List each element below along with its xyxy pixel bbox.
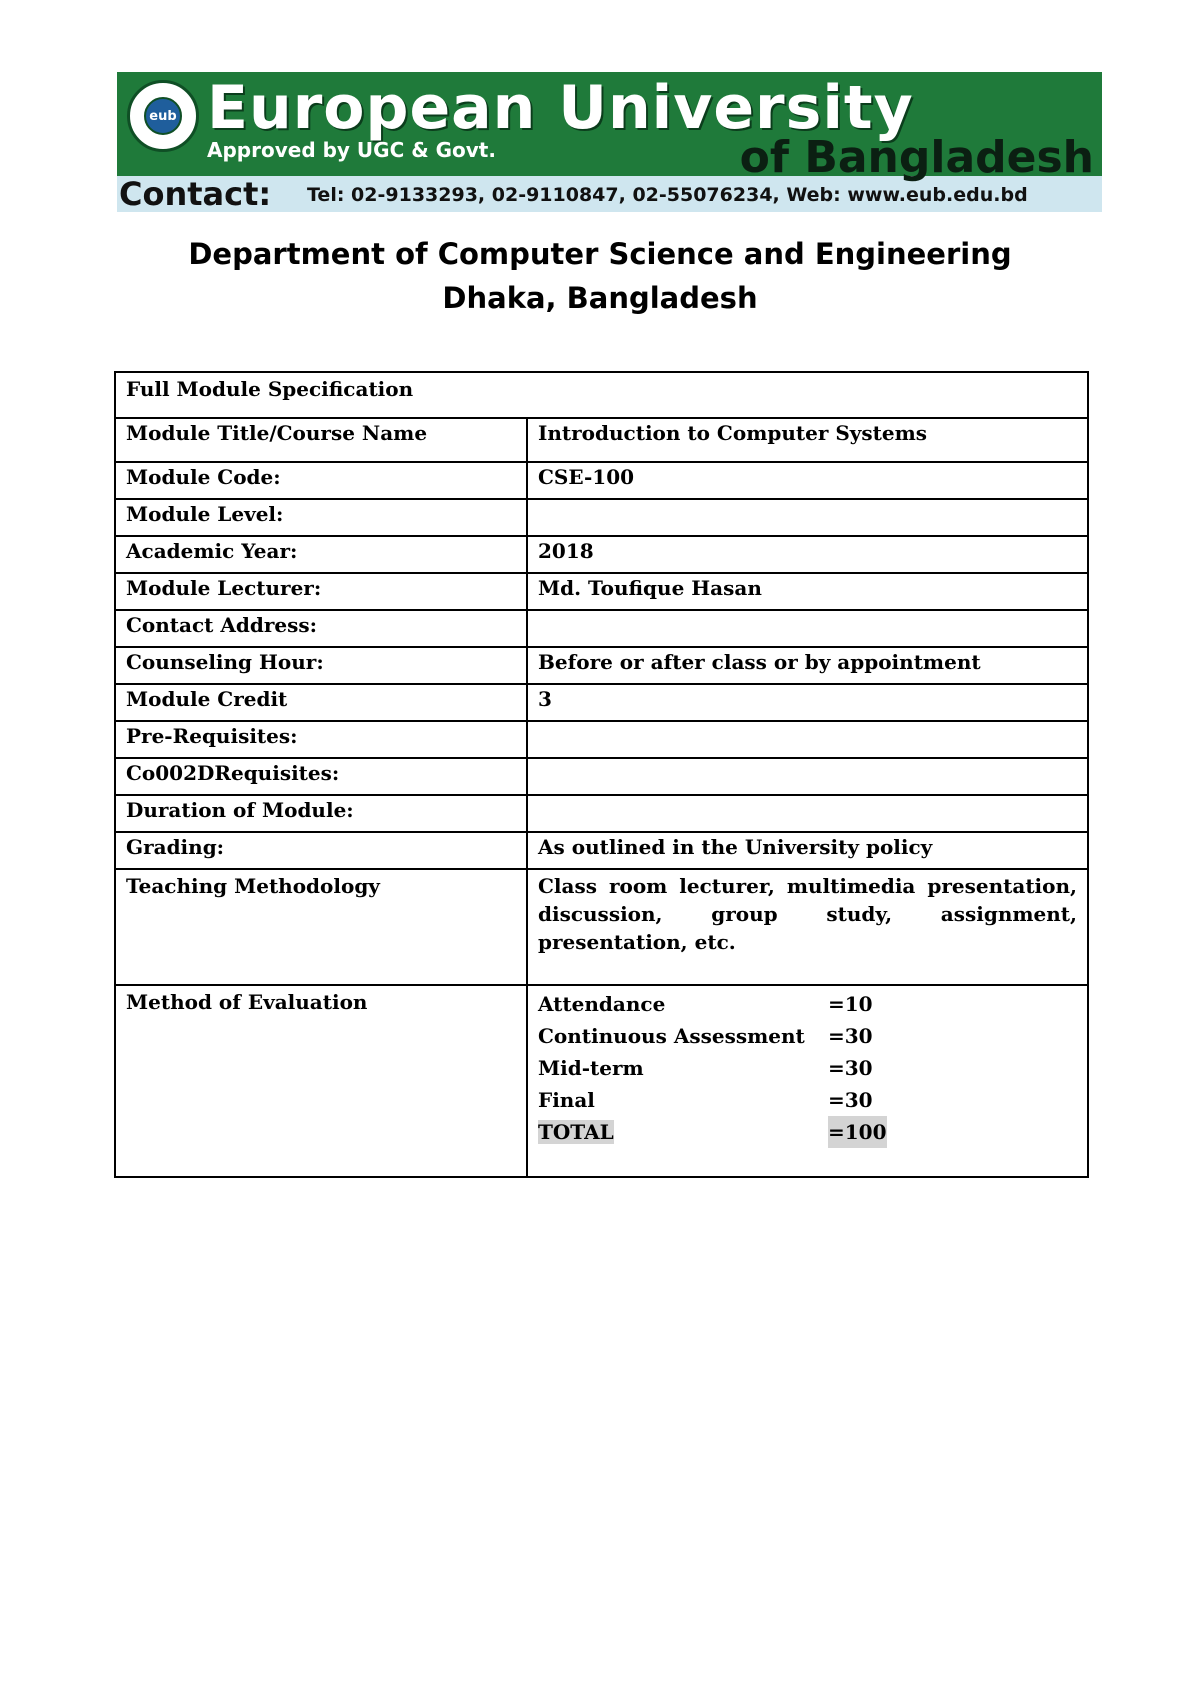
evaluation-item	[538, 1052, 1077, 1084]
table-row	[115, 758, 1088, 795]
row-label: Counseling Hour:	[115, 647, 527, 684]
table-row	[115, 684, 1088, 721]
approval-text: Approved by UGC & Govt.	[207, 138, 496, 162]
evaluation-total-name-cell	[538, 1116, 828, 1148]
evaluation-item	[538, 1020, 1077, 1052]
row-value	[527, 499, 1088, 536]
evaluation-item-value: =30	[828, 1056, 873, 1080]
row-label: Pre-Requisites:	[115, 721, 527, 758]
row-label: Duration of Module:	[115, 795, 527, 832]
contact-info: Tel: 02-9133293, 02-9110847, 02-55076234, Web: www.eub.edu.bd	[307, 184, 1028, 206]
row-value: CSE-100	[527, 462, 1088, 499]
row-value: Md. Toufique Hasan	[527, 573, 1088, 610]
evaluation-item	[538, 1084, 1077, 1116]
row-value	[527, 610, 1088, 647]
table-row	[115, 610, 1088, 647]
evaluation-total-name: TOTAL	[538, 1120, 614, 1144]
row-value: Introduction to Computer Systems	[527, 418, 1088, 462]
row-label: Module Credit	[115, 684, 527, 721]
row-label: Module Level:	[115, 499, 527, 536]
table-row	[115, 462, 1088, 499]
row-value: Before or after class or by appointment	[527, 647, 1088, 684]
evaluation-total-value: =100	[828, 1116, 887, 1148]
evaluation-item-value: =30	[828, 1088, 873, 1112]
location-heading: Dhaka, Bangladesh	[442, 281, 758, 315]
table-row	[115, 499, 1088, 536]
module-spec-table	[114, 371, 1089, 1178]
row-label: Academic Year:	[115, 536, 527, 573]
evaluation-item-name: Attendance	[538, 992, 666, 1016]
row-value	[527, 869, 1088, 985]
row-label: Co002DRequisites:	[115, 758, 527, 795]
table-row	[115, 832, 1088, 869]
evaluation-item-name: Continuous Assessment	[538, 1024, 805, 1048]
row-value	[527, 758, 1088, 795]
evaluation-item-name: Mid-term	[538, 1056, 644, 1080]
table-row	[115, 869, 1088, 985]
evaluation-row	[115, 985, 1088, 1177]
row-label: Teaching Methodology	[115, 869, 527, 985]
table-row	[115, 573, 1088, 610]
university-banner	[117, 72, 1102, 212]
table-row	[115, 647, 1088, 684]
row-value: As outlined in the University policy	[527, 832, 1088, 869]
teaching-methodology-text: Class room lecturer, multimedia presentation, discussion, group study, assignment, presentation, etc.	[538, 874, 1077, 954]
evaluation-item-name: Final	[538, 1088, 595, 1112]
row-value	[527, 795, 1088, 832]
row-label: Method of Evaluation	[115, 985, 527, 1177]
row-label: Module Lecturer:	[115, 573, 527, 610]
row-label: Grading:	[115, 832, 527, 869]
table-row	[115, 418, 1088, 462]
university-name: European University	[207, 73, 914, 143]
university-country: of Bangladesh	[739, 132, 1094, 183]
table-title-row	[115, 372, 1088, 418]
contact-label: Contact:	[119, 175, 272, 212]
row-label: Contact Address:	[115, 610, 527, 647]
row-value: 2018	[527, 536, 1088, 573]
row-value	[527, 721, 1088, 758]
table-row	[115, 795, 1088, 832]
row-label: Module Title/Course Name	[115, 418, 527, 462]
row-value: 3	[527, 684, 1088, 721]
evaluation-item	[538, 988, 1077, 1020]
evaluation-total	[538, 1116, 1077, 1148]
table-row	[115, 721, 1088, 758]
table-title: Full Module Specification	[115, 372, 1088, 418]
seal-text: eub	[149, 108, 177, 124]
department-heading: Department of Computer Science and Engineering	[188, 237, 1012, 271]
evaluation-list	[527, 985, 1088, 1177]
evaluation-item-value: =30	[828, 1024, 873, 1048]
seal-inner-emblem	[144, 97, 182, 135]
table-row	[115, 536, 1088, 573]
row-label: Module Code:	[115, 462, 527, 499]
evaluation-item-value: =10	[828, 992, 873, 1016]
university-seal-logo	[127, 80, 199, 152]
